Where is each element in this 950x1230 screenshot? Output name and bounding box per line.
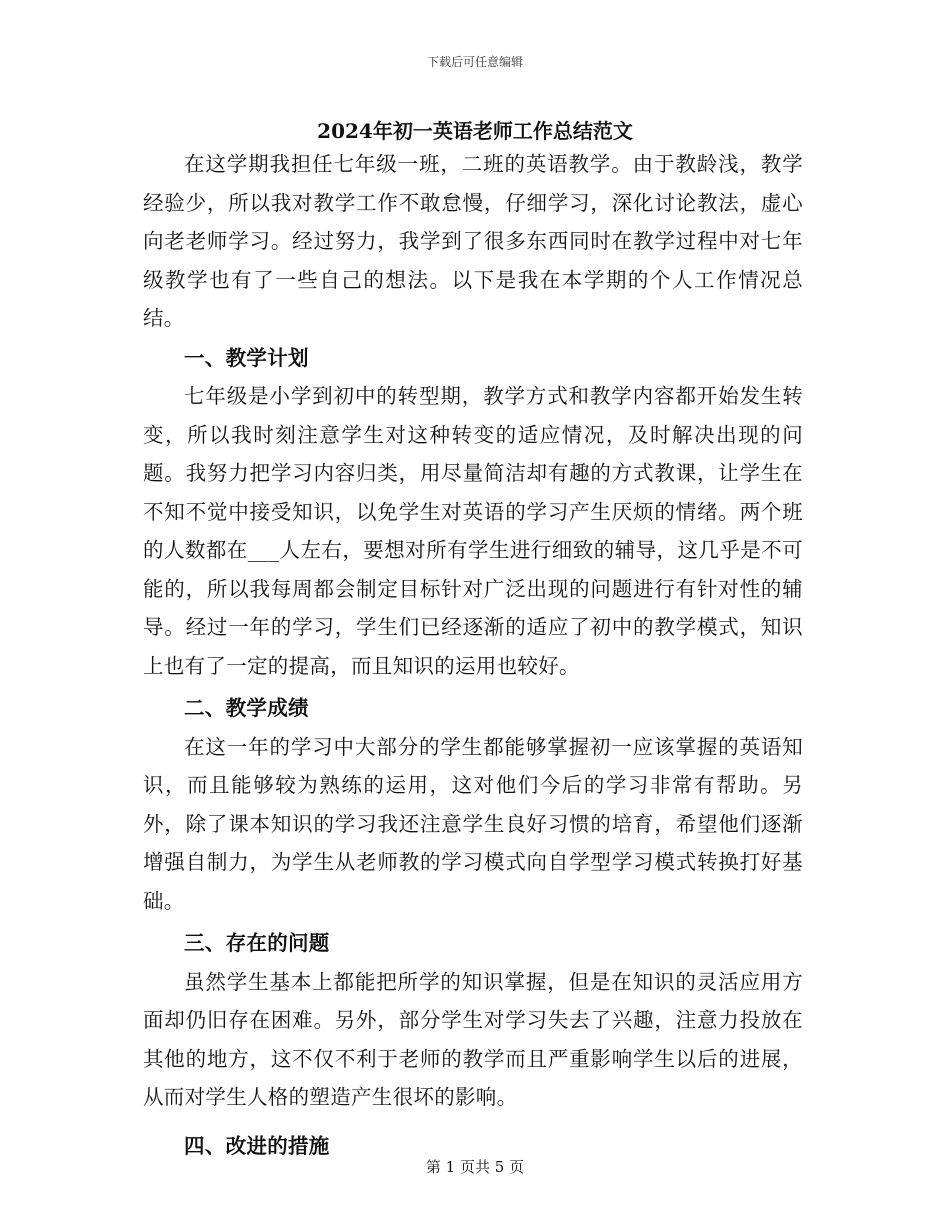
- document-body: [143, 145, 803, 1165]
- section-heading-teaching-plan: 一、教学计划: [184, 345, 309, 370]
- section-heading-improvement-measures: 四、改进的措施: [184, 1133, 330, 1158]
- section-body-teaching-plan: 七年级是小学到初中的转型期，教学方式和教学内容都开始发生转变，所以我时刻注意学生对这种转变的适应情况，及时解决出现的问题。我努力把学习内容归类，用尽量简洁却有趣的方式教课，让学生在不知不觉中接受知识，以免学生对英语的学习产生厌烦的情绪。两个班的人数都在___人左右，要想对所有学生进行细致的辅导，这几乎是不可能的，所以我每周都会制定目标针对广泛出现的问题进行有针对性的辅导。经过一年的学习，学生们已经逐渐的适应了初中的教学模式，知识上也有了一定的提高，而且知识的运用也较好。: [143, 384, 803, 678]
- section-body-teaching-results: 在这一年的学习中大部分的学生都能够掌握初一应该掌握的英语知识，而且能够较为熟练的运用，这对他们今后的学习非常有帮助。另外，除了课本知识的学习我还注意学生良好习惯的培育，希望他们逐渐增强自制力，为学生从老师教的学习模式向自学型学习模式转换打好基础。: [143, 734, 803, 913]
- intro-paragraph: 在这学期我担任七年级一班，二班的英语教学。由于教龄浅，教学经验少，所以我对教学工作不敢怠慢，仔细学习，深化讨论教法，虚心向老老师学习。经过努力，我学到了很多东西同时在教学过程中对七年级教学也有了一些自己的想法。以下是我在本学期的个人工作情况总结。: [143, 152, 803, 330]
- section-heading-teaching-results: 二、教学成绩: [184, 696, 309, 720]
- section-body-existing-problems: 虽然学生基本上都能把所学的知识掌握，但是在知识的灵活应用方面却仍旧存在困难。另外，部分学生对学习失去了兴趣，注意力投放在其他的地方，这不仅不利于老师的教学而且严重影响学生以后的进展，从而对学生人格的塑造产生很坏的影响。: [143, 969, 803, 1109]
- page-number: 第 1 页共 5 页: [425, 1158, 525, 1176]
- section-heading-existing-problems: 三、存在的问题: [184, 931, 330, 955]
- document-title: 2024年初一英语老师工作总结范文: [317, 119, 633, 143]
- page-header-note: 下载后可任意编辑: [426, 55, 523, 69]
